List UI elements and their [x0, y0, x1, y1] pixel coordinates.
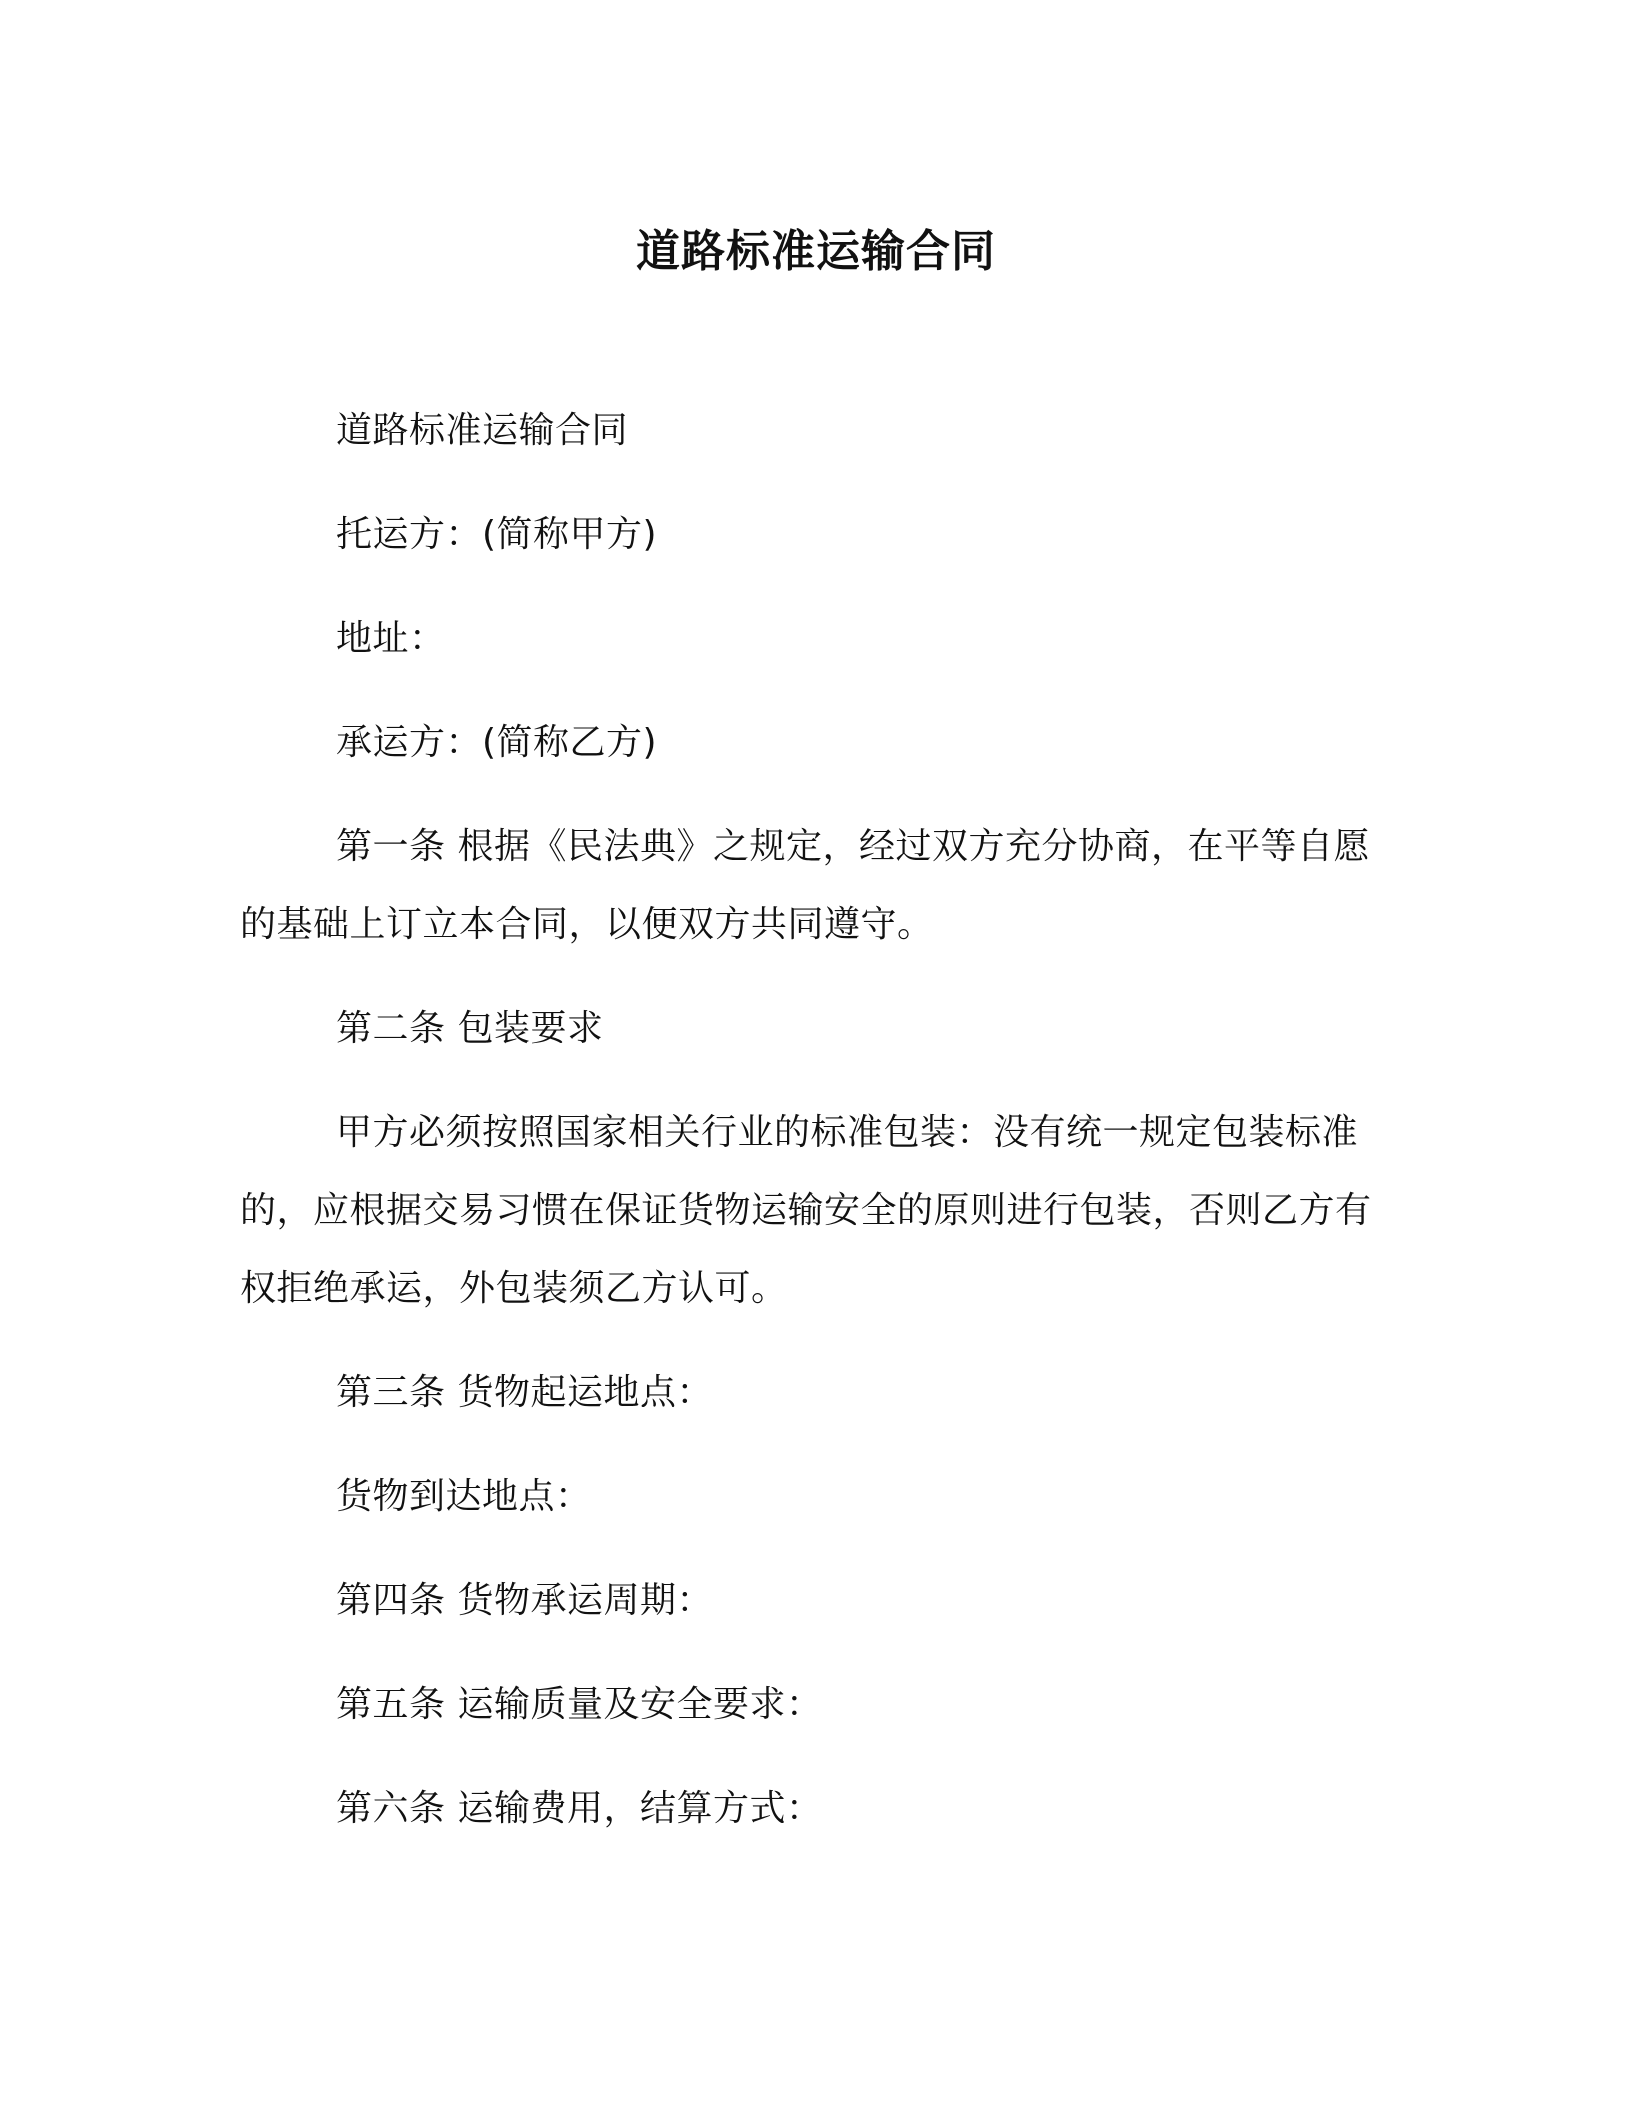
paragraph-article-6: 第六条 运输费用，结算方式：: [336, 1788, 823, 1829]
paragraph-article-2-heading: 第二条 包装要求: [336, 1008, 604, 1049]
paragraph-carrier: 承运方：(简称乙方): [336, 722, 658, 763]
paragraph-shipper: 托运方：(简称甲方): [336, 514, 658, 555]
paragraph-subtitle: 道路标准运输合同: [336, 410, 629, 451]
document-title: 道路标准运输合同: [636, 226, 996, 277]
paragraph-article-3-origin: 第三条 货物起运地点：: [336, 1372, 713, 1413]
paragraph-article-1: 第一条 根据《民法典》之规定，经过双方充分协商，在平等自愿的基础上订立本合同，以便双方共同遵守。: [240, 826, 1370, 945]
paragraph-article-3-destination: 货物到达地点：: [336, 1476, 592, 1517]
paragraph-address: 地址：: [336, 618, 446, 659]
paragraph-article-5: 第五条 运输质量及安全要求：: [336, 1684, 823, 1725]
document-body: [240, 392, 1400, 1874]
paragraph-article-4: 第四条 货物承运周期：: [336, 1580, 713, 1621]
paragraph-article-2-body: 甲方必须按照国家相关行业的标准包装：没有统一规定包装标准的，应根据交易习惯在保证货物运输安全的原则进行包装，否则乙方有权拒绝承运，外包装须乙方认可。: [240, 1112, 1372, 1309]
